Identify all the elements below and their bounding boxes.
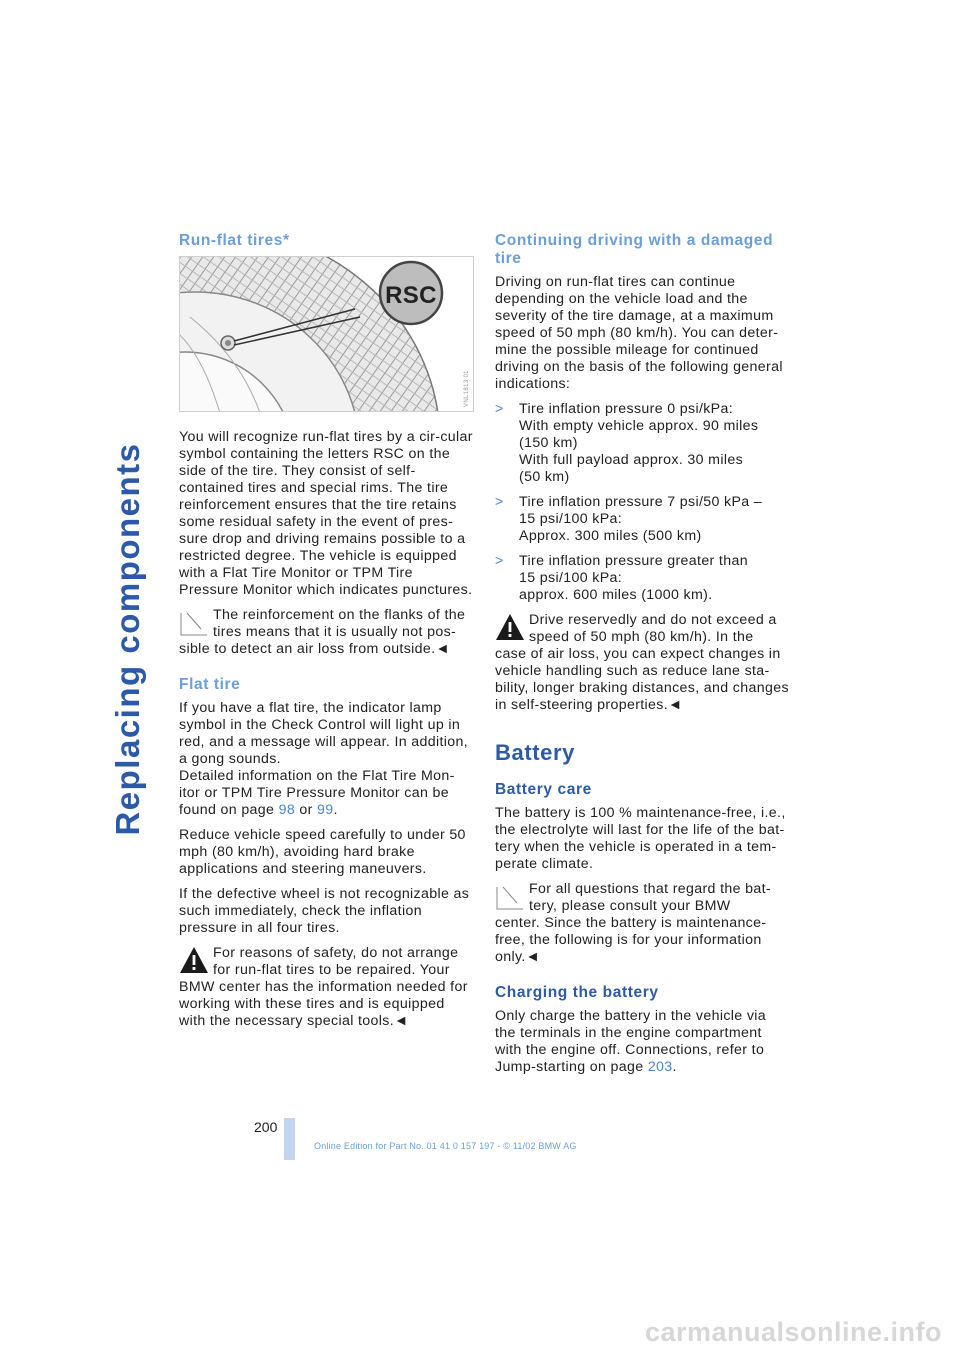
tire-illustration bbox=[179, 256, 474, 412]
note-pencil-icon bbox=[495, 881, 525, 911]
list-item: > Tire inflation pressure 0 psi/kPa: With empty vehicle approx. 90 miles (150 km) With full payload approx. 30 miles (50 km) bbox=[495, 401, 759, 485]
note-pencil-icon bbox=[179, 607, 209, 637]
tire-drawing bbox=[180, 257, 474, 412]
left-column bbox=[179, 232, 474, 1030]
heading-flat-tire: Flat tire bbox=[179, 676, 241, 693]
side-title bbox=[100, 229, 156, 1049]
continuing-description: Driving on run-flat tires can continue depending on the vehicle load and the severity of the tire damage, at a maximum speed of 50 mph (80 km/h). You can deter-mine the possible mileage for continued driving on the basis of the following general indications: bbox=[495, 274, 783, 392]
heading-run-flat-tires: Run-flat tires* bbox=[179, 232, 290, 249]
rsc-label: RSC bbox=[385, 282, 437, 309]
battery-care-description: The battery is 100 % maintenance-free, i.e., the electrolyte will last for the life of the bat-tery when the vehicle is operated in a tem-perate climate. bbox=[495, 805, 786, 872]
note-reinforcement: The reinforcement on the flanks of the tires means that it is usually not pos- sible to detect an air loss from outside.◄ bbox=[179, 607, 466, 657]
run-flat-description: You will recognize run-flat tires by a cir-cular symbol containing the letters RSC on the side of the tire. They consist of self-contained tires and special rims. The tire reinforcement ensures that the tire retains some residual safety in the event of pres-sure drop and driving remains possible to a restricted degree. The vehicle is equipped with a Flat Tire Monitor or TPM Tire Pressure Monitor which indicates punctures. bbox=[179, 429, 473, 598]
footer-bar bbox=[284, 1118, 295, 1160]
warning-repair: For reasons of safety, do not arrange for run-flat tires to be repaired. Your BMW center has the information needed for working with these tires and is equipped with the necessary special tools.◄ bbox=[179, 945, 468, 1029]
bullet-marker: > bbox=[495, 553, 504, 569]
watermark-text: carmanualsonline.info bbox=[644, 1317, 942, 1347]
warning-drive-reservedly: Drive reservedly and do not exceed a speed of 50 mph (80 km/h). In the case of air loss, you can expect changes in vehicle handling such as reduce lane sta-bility, longer braking distances, and changes in self-steering properties.◄ bbox=[495, 612, 789, 713]
warning-triangle-icon bbox=[179, 945, 209, 975]
flat-tire-para-3: Reduce vehicle speed carefully to under 50 mph (80 km/h), avoiding hard brake applications and steering maneuvers. bbox=[179, 827, 466, 877]
side-title-text: Replacing components bbox=[109, 442, 146, 836]
figure-code: VNL1813 01 bbox=[464, 370, 470, 407]
note-battery: For all questions that regard the bat-tery, please consult your BMW center. Since the battery is maintenance-free, the following is for your information only.◄ bbox=[495, 881, 772, 965]
heading-charging-battery: Charging the battery bbox=[495, 984, 659, 1001]
edition-footer: Online Edition for Part No. 01 41 0 157 197 - © 11/02 BMW AG bbox=[314, 1141, 577, 1151]
page-number: 200 bbox=[254, 1119, 278, 1135]
list-item: > Tire inflation pressure 7 psi/50 kPa – 15 psi/100 kPa: Approx. 300 miles (500 km) bbox=[495, 494, 763, 544]
page-link-203[interactable]: 203 bbox=[647, 1059, 673, 1075]
right-column bbox=[495, 232, 790, 1084]
bullet-marker: > bbox=[495, 401, 504, 417]
list-item: > Tire inflation pressure greater than 15 psi/100 kPa: approx. 600 miles (1000 km). bbox=[495, 553, 748, 603]
page-link-99[interactable]: 99 bbox=[316, 802, 334, 818]
flat-tire-para-2: Detailed information on the Flat Tire Mon-itor or TPM Tire Pressure Monitor can be found on page 98 or 99. bbox=[179, 768, 455, 818]
bullet-marker: > bbox=[495, 494, 504, 510]
heading-battery-care: Battery care bbox=[495, 781, 592, 798]
watermark bbox=[0, 1309, 960, 1358]
warning-triangle-icon bbox=[495, 612, 525, 642]
charging-description: Only charge the battery in the vehicle via the terminals in the engine compartment with the engine off. Connections, refer to Jump-starting on page 203. bbox=[495, 1008, 767, 1075]
flat-tire-para-1: If you have a flat tire, the indicator lamp symbol in the Check Control will light up in red, and a message will appear. In addition, a gong sounds. bbox=[179, 700, 469, 767]
page-link-98[interactable]: 98 bbox=[278, 802, 296, 818]
heading-battery: Battery bbox=[495, 740, 576, 765]
flat-tire-para-4: If the defective wheel is not recognizable as such immediately, check the inflation pressure in all four tires. bbox=[179, 886, 470, 936]
heading-continuing-driving: Continuing driving with a damaged tire bbox=[495, 232, 774, 267]
